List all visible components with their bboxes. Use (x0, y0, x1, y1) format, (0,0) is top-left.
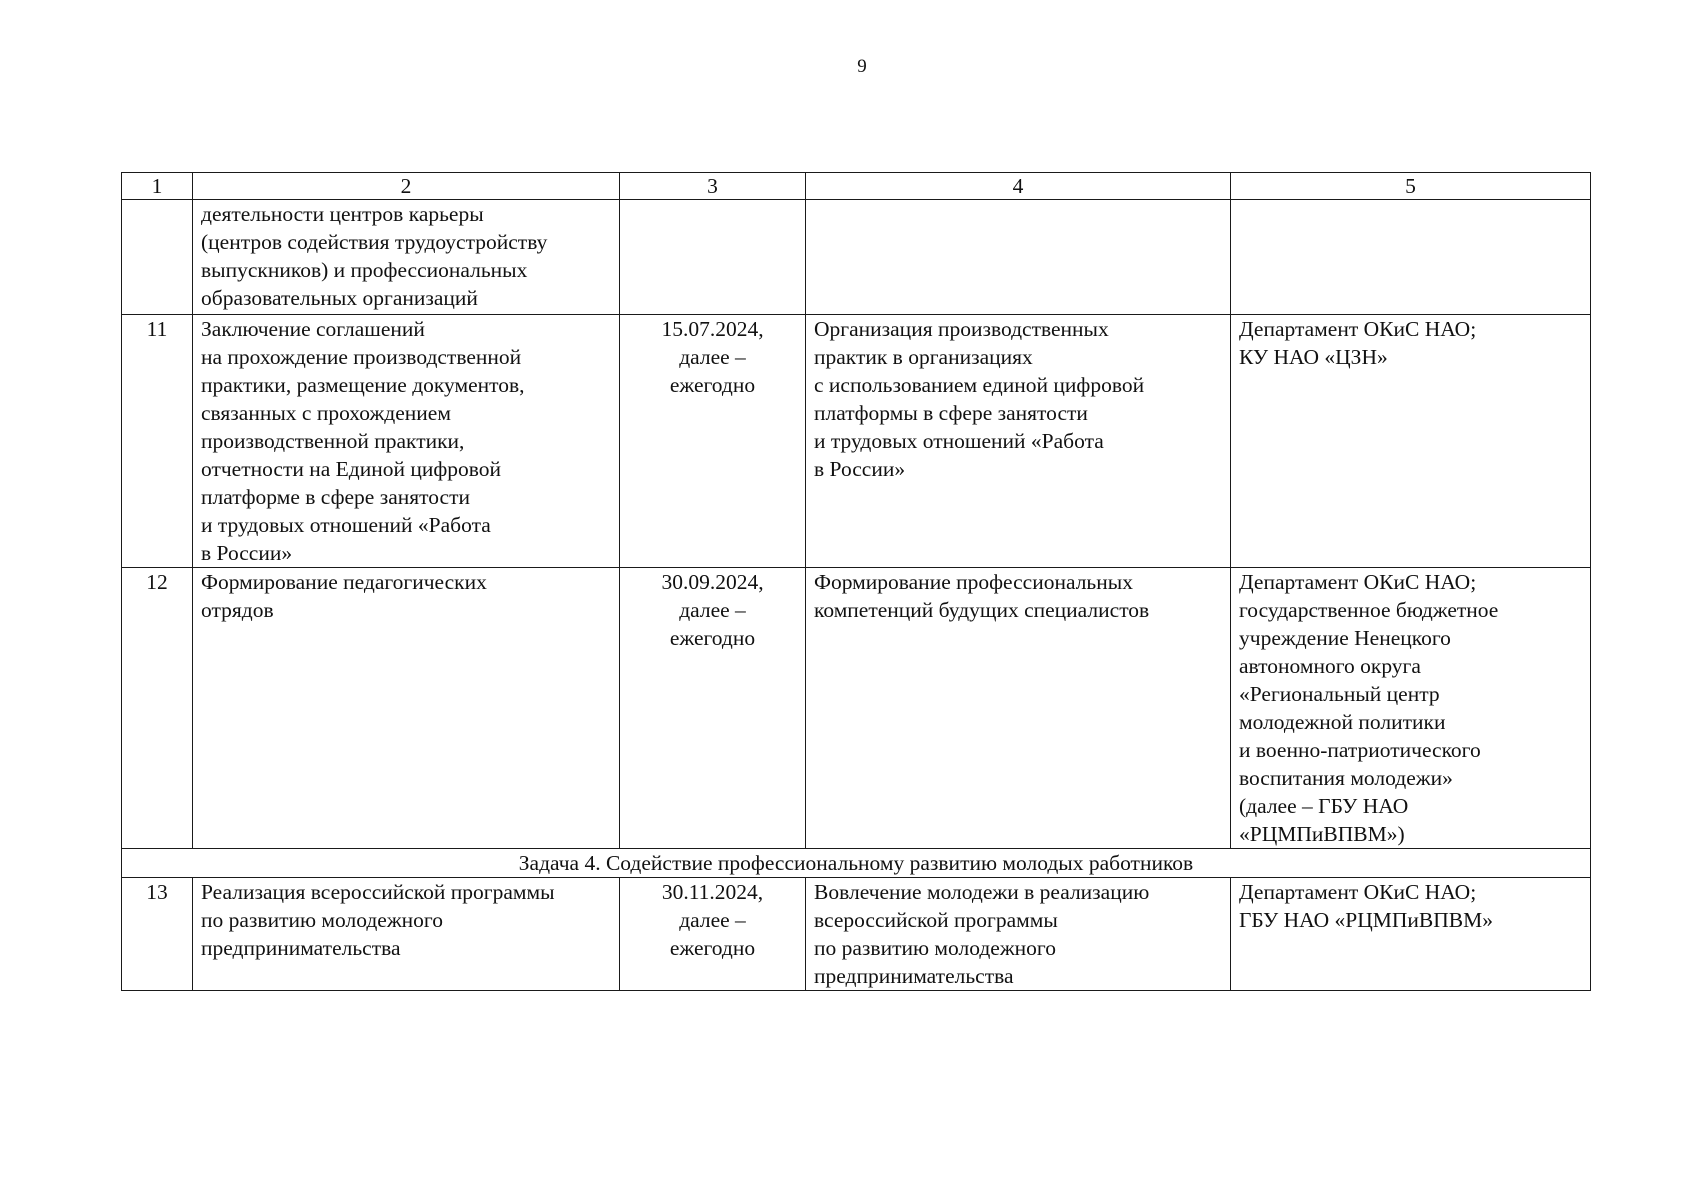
row-number-cell (122, 200, 193, 315)
cell-text-line: Департамент ОКиС НАО; (1239, 880, 1477, 904)
cell-text-line: «РЦМПиВПВМ») (1239, 822, 1405, 846)
cell-text-line: Департамент ОКиС НАО; (1239, 570, 1477, 594)
cell-text-line: государственное бюджетное (1239, 598, 1499, 622)
cell-text-line: и трудовых отношений «Работа (201, 513, 491, 537)
section-row (122, 849, 1591, 878)
cell-text-line: в России» (201, 541, 293, 565)
cell-text-line: Формирование педагогических (201, 570, 487, 594)
header-cell-1: 1 (122, 173, 193, 200)
responsible-cell (1231, 568, 1591, 849)
deadline-cell (620, 200, 806, 315)
cell-text-line: предпринимательства (201, 936, 401, 960)
cell-text-line: по развитию молодежного (201, 908, 443, 932)
cell-text-line: 30.11.2024, (661, 880, 764, 904)
header-cell-4: 4 (806, 173, 1231, 200)
table-row (122, 200, 1591, 315)
header-cell-3: 3 (620, 173, 806, 200)
cell-text-line: далее – (679, 345, 746, 369)
table-row (122, 878, 1591, 991)
cell-text-line: ежегодно (669, 936, 756, 960)
cell-text-line: Формирование профессиональных (814, 570, 1133, 594)
cell-text-line: с использованием единой цифровой (814, 373, 1145, 397)
result-cell (806, 878, 1231, 991)
cell-text-line: (центров содействия трудоустройству (201, 230, 548, 254)
cell-text-line: отчетности на Единой цифровой (201, 457, 502, 481)
cell-text-line: образовательных организаций (201, 286, 478, 310)
cell-text-line: предпринимательства (814, 964, 1014, 988)
cell-text-line: выпускников) и профессиональных (201, 258, 528, 282)
cell-text-line: 30.09.2024, (661, 570, 764, 594)
cell-text-line: воспитания молодежи» (1239, 766, 1453, 790)
deadline-cell (620, 315, 806, 568)
cell-text-line: на прохождение производственной (201, 345, 522, 369)
event-cell (193, 315, 620, 568)
cell-text-line: 15.07.2024, (661, 317, 764, 341)
result-cell (806, 568, 1231, 849)
result-cell (806, 315, 1231, 568)
deadline-cell (620, 878, 806, 991)
cell-text-line: по развитию молодежного (814, 936, 1056, 960)
cell-text-line: связанных с прохождением (201, 401, 451, 425)
row-number-cell: 11 (122, 315, 193, 568)
result-cell (806, 200, 1231, 315)
section-title: Задача 4. Содействие профессиональному развитию молодых работников (122, 849, 1591, 878)
cell-text-line: производственной практики, (201, 429, 465, 453)
cell-text-line: в России» (814, 457, 906, 481)
cell-text-line: платформы в сфере занятости (814, 401, 1088, 425)
cell-text-line: ежегодно (669, 626, 756, 650)
row-number-cell: 12 (122, 568, 193, 849)
cell-text-line: платформе в сфере занятости (201, 485, 470, 509)
cell-text-line: всероссийской программы (814, 908, 1058, 932)
event-cell (193, 200, 620, 315)
cell-text-line: молодежной политики (1239, 710, 1446, 734)
page-number: 9 (857, 56, 867, 77)
table-row (122, 568, 1591, 849)
cell-text-line: КУ НАО «ЦЗН» (1239, 345, 1388, 369)
responsible-cell (1231, 315, 1591, 568)
deadline-cell (620, 568, 806, 849)
row-number-cell: 13 (122, 878, 193, 991)
responsible-cell (1231, 878, 1591, 991)
responsible-cell (1231, 200, 1591, 315)
cell-text-line: Заключение соглашений (201, 317, 425, 341)
cell-text-line: Вовлечение молодежи в реализацию (814, 880, 1150, 904)
cell-text-line: Организация производственных (814, 317, 1109, 341)
cell-text-line: отрядов (201, 598, 274, 622)
cell-text-line: учреждение Ненецкого (1239, 626, 1451, 650)
cell-text-line: далее – (679, 908, 746, 932)
header-cell-2: 2 (193, 173, 620, 200)
table-row (122, 315, 1591, 568)
cell-text-line: ГБУ НАО «РЦМПиВПВМ» (1239, 908, 1493, 932)
cell-text-line: ежегодно (669, 373, 756, 397)
table-header-row (122, 173, 1591, 200)
cell-text-line: практики, размещение документов, (201, 373, 525, 397)
cell-text-line: Департамент ОКиС НАО; (1239, 317, 1477, 341)
event-cell (193, 878, 620, 991)
header-cell-5: 5 (1231, 173, 1591, 200)
cell-text-line: «Региональный центр (1239, 682, 1440, 706)
event-cell (193, 568, 620, 849)
cell-text-line: Реализация всероссийской программы (201, 880, 555, 904)
cell-text-line: деятельности центров карьеры (201, 202, 484, 226)
cell-text-line: компетенций будущих специалистов (814, 598, 1150, 622)
plan-table (121, 172, 1591, 991)
cell-text-line: и трудовых отношений «Работа (814, 429, 1104, 453)
cell-text-line: далее – (679, 598, 746, 622)
cell-text-line: практик в организациях (814, 345, 1033, 369)
cell-text-line: и военно-патриотического (1239, 738, 1481, 762)
cell-text-line: автономного округа (1239, 654, 1421, 678)
cell-text-line: (далее – ГБУ НАО (1239, 794, 1409, 818)
